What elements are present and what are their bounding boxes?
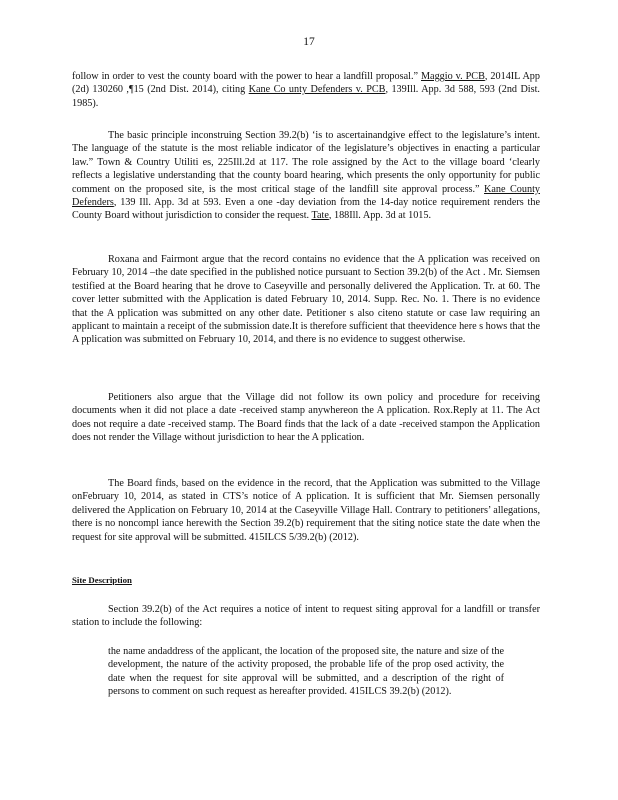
case-citation: Tate <box>311 210 329 222</box>
paragraph-text: The basic principle inconstruing Section 39.2(b) ‘is to ascertainandgive effect to the legislature’s intent. The language of the statute is the most reliable indicator of the legislature’s objectives in enacting a particular law.” Town & Country Utiliti es, 225Ill.2d at 117. The role assigned by the Act to the village board ‘clearly reflects a legislative understanding that the county board hearing, which presents the only opportunity for public comment on the proposed site, is the most critical stage of the landfill site approval process.” <box>72 130 540 195</box>
paragraph-roxana-fairmont <box>72 253 540 347</box>
paragraph-board-finds <box>72 477 540 544</box>
paragraph-text: follow in order to vest the county board with the power to hear a landfill proposal.” <box>72 71 421 82</box>
paragraph-continuation <box>72 70 540 110</box>
paragraph-notice-requirements <box>72 603 540 630</box>
paragraph-text: , 2014IL App (2d) 130260 ,¶15 (2nd Dist. 2014), citing <box>72 71 540 96</box>
paragraph-text: The Board finds, based on the evidence in the record, that the Application was submitted to the Village onFebruary 10, 2014, as stated in CTS’s notice of A pplication. It is sufficient that Mr. Siemsen personally delivered the Application on February 10, 2014 at the Caseyville Village Hall. Contrary to petitioners’ allegations, there is no noncompl iance herewith the Section 39.2(b) requirement that the siting notice state the date when the request for site approval will be submitted. 415ILCS 5/39.2(b) (2012). <box>72 478 540 543</box>
block-quote: the name andaddress of the applicant, the location of the proposed site, the nature and size of the development, the nature of the activity proposed, the probable life of the prop osed activity, the date when the request for site approval will be submitted, and a description of the right of persons to comment on such request as hereafter provided. 415ILCS 39.2(b) (2012). <box>108 646 504 698</box>
case-citation: Kane Co unty Defenders v. PCB <box>248 84 386 96</box>
section-heading: Site Description <box>72 575 132 585</box>
paragraph-date-stamp <box>72 391 540 445</box>
case-citation: Kane County Defenders <box>72 183 540 209</box>
paragraph-text: Section 39.2(b) of the Act requires a notice of intent to request siting approval for a landfill or transfer station to include the following: <box>72 604 540 629</box>
case-citation: Maggio v. PCB <box>421 71 485 82</box>
paragraph-text: , 139Ill. App. 3d 588, 593 (2nd Dist. 1985). <box>72 84 540 109</box>
paragraph-legislative-intent <box>72 129 540 223</box>
paragraph-text: Petitioners also argue that the Village did not follow its own policy and procedure for receiving documents when it did not place a date -received stamp anywhereon the A pplication. Rox.Reply at 11. The Act does not require a date -received stamp. The Board finds that the lack of a date -received stampon the Application does not render the Village without jurisdiction to hear the A pplication. <box>72 392 540 444</box>
paragraph-text: , 188Ill. App. 3d at 1015. <box>328 210 432 222</box>
page-number: 17 <box>303 36 315 48</box>
paragraph-text: Roxana and Fairmont argue that the record contains no evidence that the A pplication was received on February 10, 2014 –the date specified in the published notice pursuant to Section 39.2(b) of the Act . Mr. Siemsen testified at the Board hearing that he drove to Caseyville and personally delivered the Application. Tr. at 60. The cover letter submitted with the Application is dated February 10, 2014. Supp. Rec. No. 1. There is no evidence that the A pplication was submitted on any other date. Petitioner s also citeno statute or case law requiring an applicant to maintain a receipt of the submission date.It is therefore sufficient that theevidence here s hows that the A pplication was submitted on February 10, 2014, and there is no evidence to suggest otherwise. <box>72 254 540 346</box>
paragraph-text: , 139 Ill. App. 3d at 593. Even a one -day deviation from the 14-day notice requirement renders the County Board without jurisdiction to consider the request. <box>72 197 540 222</box>
